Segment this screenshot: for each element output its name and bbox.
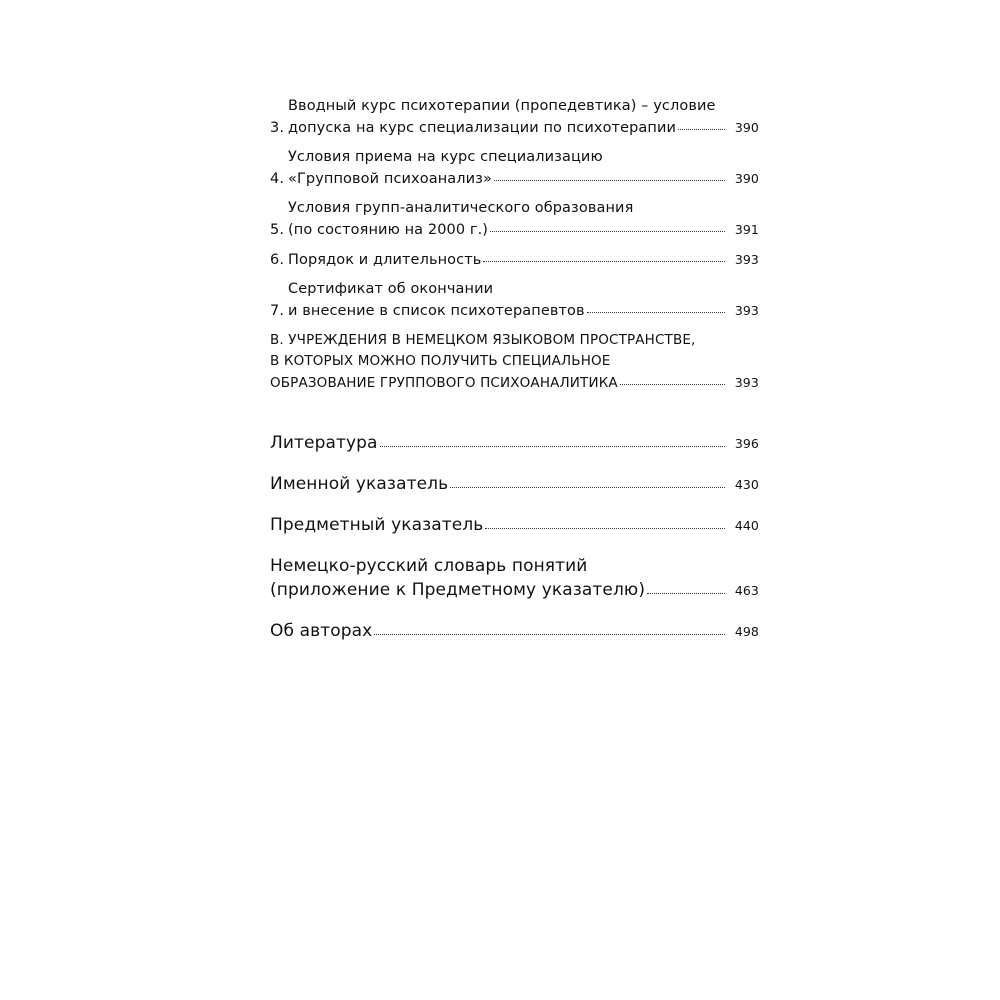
entry-last-line xyxy=(288,168,759,190)
table-of-contents xyxy=(270,96,759,644)
page-number: 498 xyxy=(734,624,759,639)
page-number: 393 xyxy=(734,303,759,318)
toc-back-matter-entry[interactable] xyxy=(270,513,759,538)
entry-last-line xyxy=(270,431,759,456)
dot-leader xyxy=(450,486,725,488)
entry-last-line xyxy=(270,619,759,644)
dot-leader xyxy=(647,592,725,594)
entry-title-line: Предметный указатель xyxy=(270,515,484,535)
dot-leader xyxy=(494,179,725,181)
entry-number: 3. xyxy=(270,120,285,136)
dot-leader xyxy=(620,383,725,385)
entry-last-line xyxy=(288,249,759,271)
toc-entry[interactable] xyxy=(270,249,759,271)
dot-leader xyxy=(483,260,725,262)
toc-entry[interactable] xyxy=(270,279,759,322)
entry-body xyxy=(270,554,759,603)
entry-body xyxy=(270,431,759,456)
entry-title-line: Порядок и длительность xyxy=(288,252,482,268)
page-number: 430 xyxy=(734,477,759,492)
page-number: 391 xyxy=(734,222,759,237)
entry-body xyxy=(288,279,759,322)
entry-number: 5. xyxy=(270,222,285,238)
page-number: 440 xyxy=(734,518,759,533)
entry-last-line xyxy=(288,300,759,322)
entry-last-line xyxy=(288,117,759,139)
entry-title-line: Литература xyxy=(270,433,378,453)
entry-title-line: Условия групп-аналитического образования xyxy=(288,200,634,216)
entry-body xyxy=(270,513,759,538)
entry-body xyxy=(270,472,759,497)
entry-title-line: Вводный курс психотерапии (пропедевтика) – условие xyxy=(288,98,716,114)
entry-last-line xyxy=(270,372,759,394)
dot-leader xyxy=(380,445,725,447)
entry-number: 6. xyxy=(270,252,285,268)
entry-body xyxy=(288,198,759,241)
entry-body xyxy=(288,147,759,190)
dot-leader xyxy=(374,633,725,635)
page-number: 463 xyxy=(734,583,759,598)
entry-title-line: ОБРАЗОВАНИЕ ГРУППОВОГО ПСИХОАНАЛИТИКА xyxy=(270,375,618,391)
entry-title-line: (приложение к Предметному указателю) xyxy=(270,580,646,600)
entry-title-line: Немецко-русский словарь понятий xyxy=(270,556,588,576)
entry-title-line: В КОТОРЫХ МОЖНО ПОЛУЧИТЬ СПЕЦИАЛЬНОЕ xyxy=(270,353,611,369)
dot-leader xyxy=(587,311,725,313)
entry-number: 7. xyxy=(270,303,285,319)
entry-number: 4. xyxy=(270,171,285,187)
entry-title-line: Именной указатель xyxy=(270,474,449,494)
toc-back-matter-entry[interactable] xyxy=(270,431,759,456)
entry-last-line xyxy=(270,472,759,497)
entry-title-line: допуска на курс специализации по психотерапии xyxy=(288,120,677,136)
toc-back-matter-entry[interactable] xyxy=(270,472,759,497)
toc-back-matter-entry[interactable] xyxy=(270,554,759,603)
entry-last-line xyxy=(270,513,759,538)
page-number: 390 xyxy=(734,120,759,135)
toc-entry[interactable] xyxy=(270,96,759,139)
entry-title-line: и внесение в список психотерапевтов xyxy=(288,303,585,319)
page-number: 390 xyxy=(734,171,759,186)
entry-body xyxy=(270,619,759,644)
entry-title-line: «Групповой психоанализ» xyxy=(288,171,492,187)
toc-entry[interactable] xyxy=(270,147,759,190)
entry-body xyxy=(288,96,759,139)
toc-entry[interactable] xyxy=(270,198,759,241)
dot-leader xyxy=(485,527,725,529)
page-number: 393 xyxy=(734,375,759,390)
entry-title-line: Об авторах xyxy=(270,621,373,641)
toc-back-matter-entry[interactable] xyxy=(270,619,759,644)
toc-section-entry[interactable] xyxy=(270,330,759,394)
entry-body xyxy=(270,330,759,394)
entry-last-line xyxy=(288,219,759,241)
entry-title-line: (по состоянию на 2000 г.) xyxy=(288,222,489,238)
dot-leader xyxy=(678,128,725,130)
entry-title-line: Сертификат об окончании xyxy=(288,281,494,297)
page-number: 393 xyxy=(734,252,759,267)
entry-title-line: B. УЧРЕЖДЕНИЯ В НЕМЕЦКОМ ЯЗЫКОВОМ ПРОСТРАНСТВЕ, xyxy=(270,332,696,348)
page-number: 396 xyxy=(734,436,759,451)
entry-title-line: Условия приема на курс специализацию xyxy=(288,149,603,165)
dot-leader xyxy=(490,230,725,232)
entry-last-line xyxy=(270,578,759,603)
entry-body xyxy=(288,249,759,271)
